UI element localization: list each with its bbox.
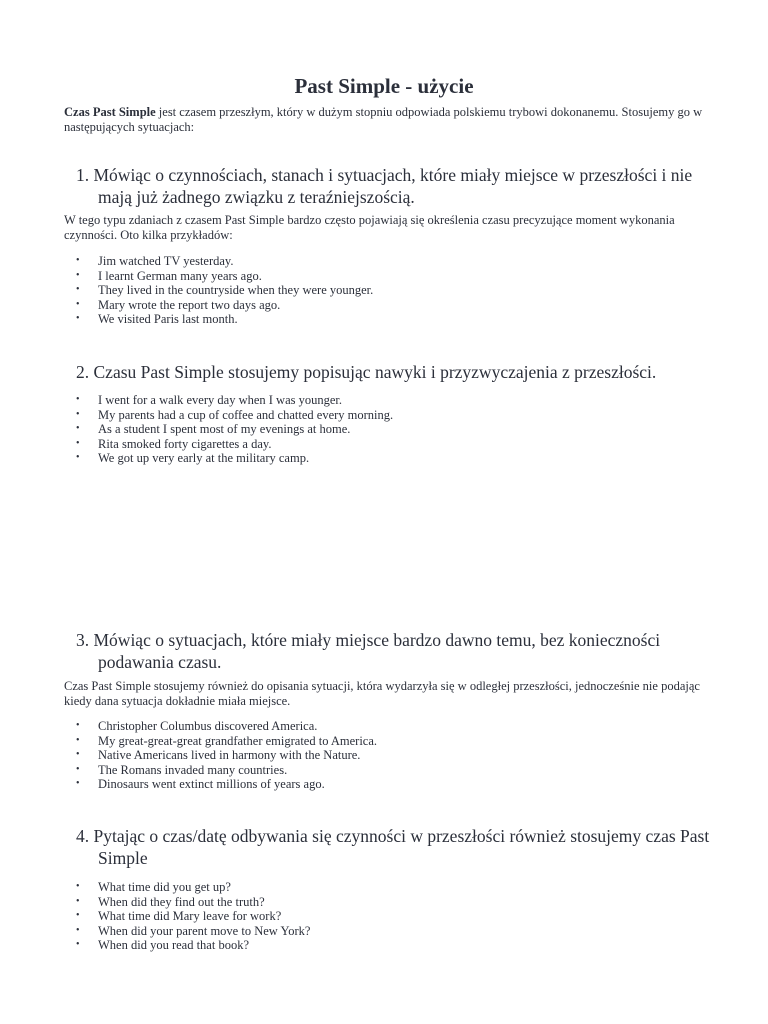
section-4-heading: [76, 825, 728, 869]
page-title: Past Simple - użycie: [294, 74, 474, 98]
section-4-number: 4.: [76, 826, 90, 846]
section-2-list: [74, 393, 393, 466]
section-1-number: 1.: [76, 165, 90, 185]
list-item: • We got up very early at the military camp.: [74, 451, 393, 466]
list-item: • Christopher Columbus discovered America.: [74, 719, 377, 734]
section-1-list: [74, 254, 373, 327]
section-4-heading-text: Pytając o czas/datę odbywania się czynności w przeszłości również stosujemy czas Past Simple: [93, 826, 710, 868]
list-item: • Mary wrote the report two days ago.: [74, 298, 373, 313]
section-3-list: [74, 719, 377, 792]
section-2-heading-text: Czasu Past Simple stosujemy popisując nawyki i przyzwyczajenia z przeszłości.: [93, 362, 657, 382]
section-3-paragraph: Czas Past Simple stosujemy również do opisania sytuacji, która wydarzyła się w odległej przeszłości, jednocześnie nie podając kiedy dana sytuacja dokładnie miała miejsce.: [64, 679, 700, 708]
list-item: • We visited Paris last month.: [74, 312, 373, 327]
list-item: • Dinosaurs went extinct millions of years ago.: [74, 777, 377, 792]
list-item: • Jim watched TV yesterday.: [74, 254, 373, 269]
section-3-heading-text: Mówiąc o sytuacjach, które miały miejsce bardzo dawno temu, bez konieczności podawania czasu.: [93, 630, 661, 672]
list-item: • My great-great-great grandfather emigrated to America.: [74, 734, 377, 749]
section-2-heading: [76, 361, 728, 383]
list-item: • I learnt German many years ago.: [74, 269, 373, 284]
list-item: • As a student I spent most of my evenings at home.: [74, 422, 393, 437]
section-3-number: 3.: [76, 630, 90, 650]
intro-bold-term: Czas Past Simple: [64, 105, 156, 119]
section-1-heading: [76, 164, 728, 208]
section-2-number: 2.: [76, 362, 90, 382]
section-1-paragraph: W tego typu zdaniach z czasem Past Simple bardzo często pojawiają się określenia czasu precyzujące moment wykonania czynności. Oto kilka przykładów:: [64, 213, 675, 242]
list-item: • I went for a walk every day when I was younger.: [74, 393, 393, 408]
list-item: • The Romans invaded many countries.: [74, 763, 377, 778]
intro-paragraph: [64, 105, 704, 134]
intro-text: jest czasem przeszłym, który w dużym stopniu odpowiada polskiemu trybowi dokonanemu. Stosujemy go w następujących sytuacjach:: [64, 105, 703, 134]
list-item: • When did your parent move to New York?: [74, 924, 310, 939]
list-item: • Rita smoked forty cigarettes a day.: [74, 437, 393, 452]
list-item: • When did you read that book?: [74, 938, 310, 953]
list-item: • They lived in the countryside when they were younger.: [74, 283, 373, 298]
section-4-list: [74, 880, 310, 953]
list-item: • When did they find out the truth?: [74, 895, 310, 910]
list-item: • My parents had a cup of coffee and chatted every morning.: [74, 408, 393, 423]
list-item: • What time did you get up?: [74, 880, 310, 895]
list-item: • What time did Mary leave for work?: [74, 909, 310, 924]
list-item: • Native Americans lived in harmony with the Nature.: [74, 748, 377, 763]
section-3-heading: [76, 629, 728, 673]
section-1-heading-text: Mówiąc o czynnościach, stanach i sytuacjach, które miały miejsce w przeszłości i nie mają już żadnego związku z teraźniejszością.: [93, 165, 693, 207]
